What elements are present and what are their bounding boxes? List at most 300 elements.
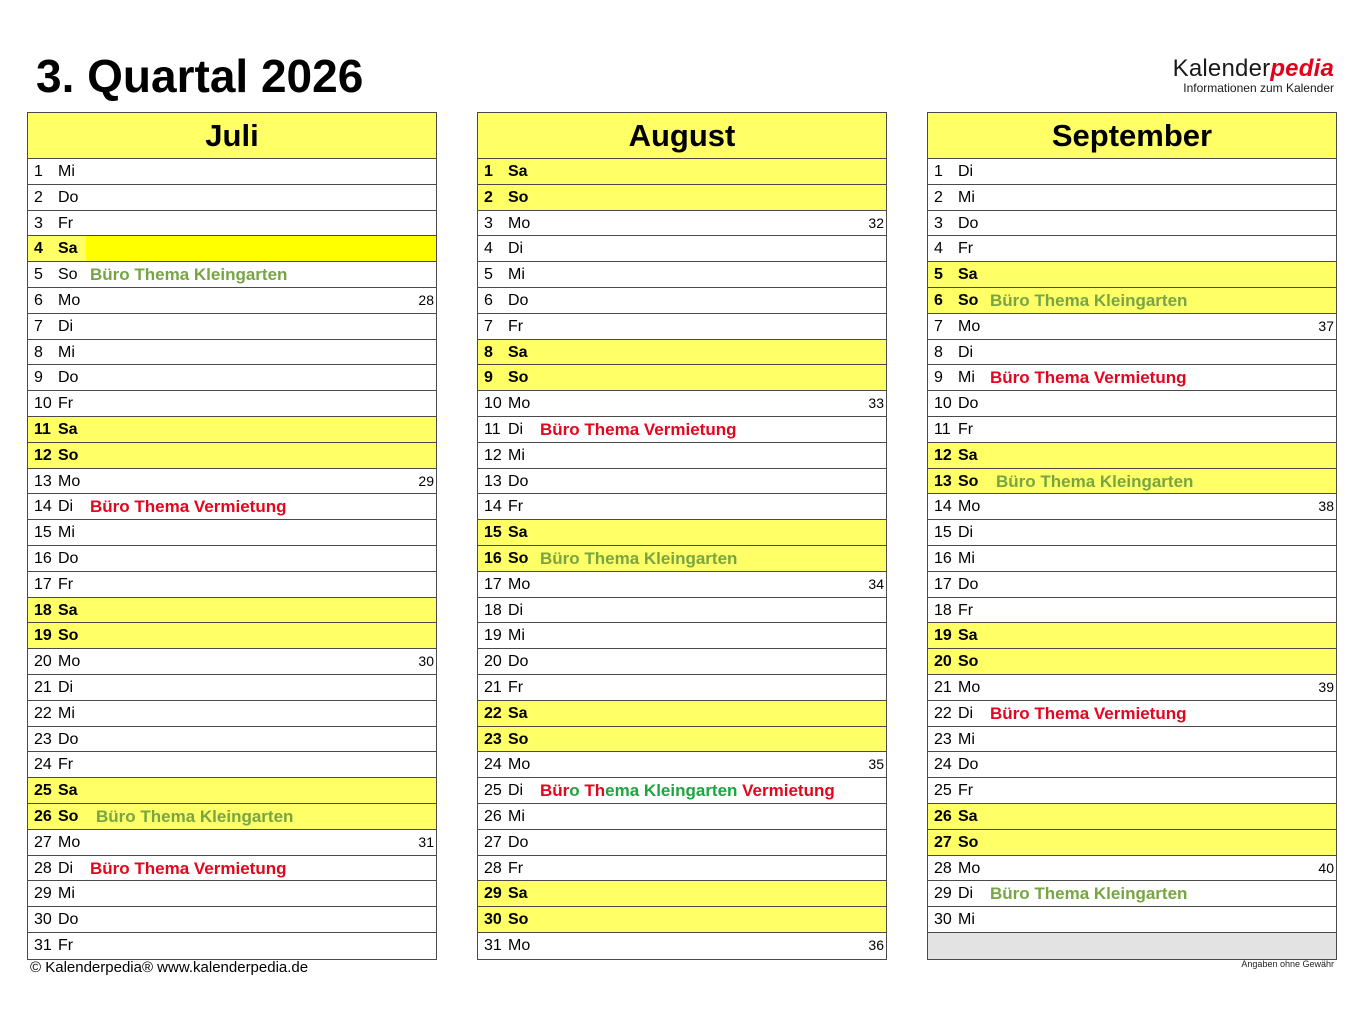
day-number: 13 — [484, 472, 502, 490]
day-row — [28, 443, 436, 469]
day-row — [28, 211, 436, 237]
day-number: 12 — [34, 446, 52, 464]
day-row — [478, 727, 886, 753]
weekday-label: Mi — [58, 704, 75, 722]
day-number: 26 — [34, 807, 52, 825]
weekday-label: So — [508, 730, 529, 748]
weekday-label: Mi — [58, 343, 75, 361]
day-row — [28, 236, 436, 262]
weekday-label: Di — [58, 317, 74, 335]
day-row — [28, 701, 436, 727]
weekday-label: Fr — [508, 498, 524, 516]
weekday-label: Sa — [508, 704, 528, 722]
day-row — [28, 752, 436, 778]
day-number: 8 — [484, 343, 493, 361]
day-row — [28, 572, 436, 598]
day-number: 23 — [934, 730, 952, 748]
month-header: September — [928, 113, 1336, 159]
event-label: Büro Thema Vermietung — [990, 703, 1187, 723]
day-row — [478, 469, 886, 495]
day-row — [28, 649, 436, 675]
weekday-label: Mi — [958, 369, 975, 387]
day-number: 26 — [934, 807, 952, 825]
weekday-label: Sa — [58, 782, 78, 800]
day-list — [928, 159, 1336, 959]
event-label: Büro Thema Vermietung — [90, 497, 287, 517]
weekday-label: Fr — [958, 782, 974, 800]
weekday-label: Mi — [958, 730, 975, 748]
month-july — [27, 112, 437, 960]
day-row — [28, 417, 436, 443]
day-number: 7 — [34, 317, 43, 335]
weekday-label: Do — [58, 911, 79, 929]
weekday-label: So — [58, 807, 79, 825]
day-number: 5 — [484, 266, 493, 284]
weekday-label: Sa — [508, 343, 528, 361]
day-row — [928, 236, 1336, 262]
day-list — [28, 159, 436, 959]
day-row — [478, 856, 886, 882]
weekday-label: Fr — [508, 859, 524, 877]
day-list — [478, 159, 886, 959]
day-number: 19 — [934, 627, 952, 645]
month-header: Juli — [28, 113, 436, 159]
weekday-label: Mo — [508, 575, 531, 593]
day-row — [478, 365, 886, 391]
day-row — [478, 830, 886, 856]
week-number: 40 — [1318, 859, 1334, 876]
day-number: 20 — [934, 653, 952, 671]
day-row — [28, 778, 436, 804]
weekday-label: Do — [58, 188, 79, 206]
day-row — [28, 546, 436, 572]
day-number: 5 — [934, 266, 943, 284]
day-number: 6 — [34, 291, 43, 309]
day-number: 10 — [34, 395, 52, 413]
weekday-label: Mi — [508, 807, 525, 825]
day-row — [28, 856, 436, 882]
week-number: 34 — [868, 575, 884, 592]
weekday-label: So — [958, 833, 979, 851]
weekday-label: Mi — [958, 549, 975, 567]
day-number: 2 — [484, 188, 493, 206]
day-number: 25 — [484, 782, 502, 800]
day-row — [928, 649, 1336, 675]
day-number: 21 — [484, 678, 502, 696]
day-number: 1 — [934, 163, 943, 180]
weekday-label: Fr — [58, 395, 74, 413]
day-row — [478, 391, 886, 417]
page-title: 3. Quartal 2026 — [36, 50, 364, 102]
day-number: 27 — [34, 833, 52, 851]
day-row — [928, 494, 1336, 520]
day-row — [28, 804, 436, 830]
day-row — [28, 830, 436, 856]
weekday-label: So — [958, 291, 979, 309]
weekday-label: Di — [58, 678, 74, 696]
weekday-label: Fr — [508, 678, 524, 696]
day-number: 16 — [934, 549, 952, 567]
day-number: 9 — [34, 369, 43, 387]
day-number: 16 — [484, 549, 502, 567]
day-row — [928, 598, 1336, 624]
day-number: 14 — [484, 498, 502, 516]
weekday-label: Mi — [58, 163, 75, 180]
day-number: 3 — [934, 214, 943, 232]
day-row — [928, 701, 1336, 727]
day-number: 14 — [34, 498, 52, 516]
day-number: 9 — [934, 369, 943, 387]
day-row — [28, 262, 436, 288]
weekday-label: Fr — [958, 240, 974, 258]
day-row — [478, 778, 886, 804]
day-number: 21 — [34, 678, 52, 696]
day-number: 19 — [34, 627, 52, 645]
day-number: 28 — [934, 859, 952, 877]
weekday-label: Mi — [508, 266, 525, 284]
day-number: 31 — [484, 936, 502, 954]
day-row — [478, 907, 886, 933]
weekday-label: Di — [958, 524, 974, 542]
day-number: 15 — [34, 524, 52, 542]
day-number: 18 — [934, 601, 952, 619]
day-number: 4 — [484, 240, 493, 258]
event-segment: Vermietung — [737, 781, 835, 801]
weekday-label: Di — [508, 240, 524, 258]
week-number: 30 — [418, 653, 434, 670]
weekday-label: So — [508, 369, 529, 387]
weekday-label: So — [58, 446, 79, 464]
day-row — [928, 778, 1336, 804]
day-number: 25 — [34, 782, 52, 800]
day-row — [928, 469, 1336, 495]
day-number: 27 — [934, 833, 952, 851]
day-number: 17 — [934, 575, 952, 593]
weekday-label: Mi — [58, 524, 75, 542]
day-number: 18 — [34, 601, 52, 619]
weekday-label: Mo — [508, 756, 531, 774]
day-row — [928, 417, 1336, 443]
weekday-label: Fr — [58, 575, 74, 593]
day-number: 14 — [934, 498, 952, 516]
event-label: Büro Thema Kleingarten — [90, 265, 288, 285]
weekday-label: Mo — [58, 653, 81, 671]
day-row — [928, 675, 1336, 701]
weekday-label: Mo — [508, 214, 531, 232]
weekday-label: Sa — [58, 240, 78, 258]
day-number: 25 — [934, 782, 952, 800]
day-number: 12 — [484, 446, 502, 464]
week-number: 36 — [868, 936, 884, 953]
day-number: 30 — [34, 911, 52, 929]
day-number: 29 — [484, 885, 502, 903]
day-number: 2 — [34, 188, 43, 206]
day-number: 8 — [34, 343, 43, 361]
weekday-label: Di — [958, 885, 974, 903]
day-number: 2 — [934, 188, 943, 206]
week-number: 35 — [868, 756, 884, 773]
weekday-label: Di — [508, 601, 524, 619]
weekday-label: Di — [958, 704, 974, 722]
event-segment: ema Kleingarten — [605, 781, 738, 801]
day-number: 3 — [484, 214, 493, 232]
day-row — [28, 598, 436, 624]
day-number: 6 — [934, 291, 943, 309]
day-row — [478, 933, 886, 959]
day-row — [928, 314, 1336, 340]
day-row — [478, 675, 886, 701]
brand-name-main: Kalender — [1172, 55, 1271, 82]
day-row — [28, 185, 436, 211]
day-number: 29 — [34, 885, 52, 903]
weekday-label: Di — [958, 163, 974, 180]
day-row — [28, 288, 436, 314]
day-number: 11 — [484, 420, 501, 438]
day-number: 15 — [934, 524, 952, 542]
day-number: 20 — [34, 653, 52, 671]
day-row — [928, 159, 1336, 185]
day-number: 4 — [934, 240, 943, 258]
weekday-label: Fr — [58, 756, 74, 774]
weekday-label: Sa — [58, 420, 78, 438]
event-label: Büro Thema Kleingarten — [990, 884, 1188, 904]
weekday-label: Fr — [958, 420, 974, 438]
month-september — [927, 112, 1337, 960]
day-number: 31 — [34, 936, 52, 954]
weekday-label: Di — [58, 859, 74, 877]
week-number: 38 — [1318, 498, 1334, 515]
day-row — [28, 623, 436, 649]
day-row — [478, 159, 886, 185]
weekday-label: Do — [58, 549, 79, 567]
day-number: 1 — [34, 163, 43, 180]
copyright-footer: © Kalenderpedia® www.kalenderpedia.de — [30, 959, 309, 976]
day-number: 6 — [484, 291, 493, 309]
day-row — [928, 804, 1336, 830]
day-row — [928, 856, 1336, 882]
day-row — [928, 623, 1336, 649]
weekday-label: Sa — [508, 163, 528, 180]
weekday-label: Sa — [508, 885, 528, 903]
day-row — [928, 830, 1336, 856]
day-row — [478, 494, 886, 520]
day-number: 28 — [34, 859, 52, 877]
weekday-label: So — [958, 653, 979, 671]
day-number: 9 — [484, 369, 493, 387]
day-number: 22 — [34, 704, 52, 722]
month-august — [477, 112, 887, 960]
day-number: 24 — [484, 756, 502, 774]
day-row — [478, 752, 886, 778]
weekday-label: Di — [58, 498, 74, 516]
day-number: 11 — [34, 420, 51, 438]
weekday-label: Sa — [958, 266, 978, 284]
day-number: 18 — [484, 601, 502, 619]
day-row — [928, 262, 1336, 288]
month-header: August — [478, 113, 886, 159]
weekday-label: Fr — [508, 317, 524, 335]
day-number: 10 — [934, 395, 952, 413]
day-row — [478, 236, 886, 262]
weekday-label: Mi — [508, 446, 525, 464]
day-number: 19 — [484, 627, 502, 645]
day-row — [28, 340, 436, 366]
weekday-label: Mo — [58, 472, 81, 490]
day-row — [478, 701, 886, 727]
day-number: 22 — [934, 704, 952, 722]
weekday-label: So — [958, 472, 979, 490]
day-row — [478, 288, 886, 314]
empty-day-row — [928, 933, 1336, 959]
day-row — [478, 185, 886, 211]
day-number: 26 — [484, 807, 502, 825]
weekday-label: Di — [958, 343, 974, 361]
day-row — [928, 520, 1336, 546]
day-row — [478, 598, 886, 624]
weekday-label: Fr — [58, 936, 74, 954]
event-label: Büro Thema Kleingarten — [996, 471, 1194, 491]
day-number: 23 — [484, 730, 502, 748]
day-row — [28, 520, 436, 546]
day-number: 16 — [34, 549, 52, 567]
weekday-label: Sa — [958, 446, 978, 464]
day-number: 22 — [484, 704, 502, 722]
day-number: 10 — [484, 395, 502, 413]
weekday-label: Mi — [958, 188, 975, 206]
day-number: 29 — [934, 885, 952, 903]
weekday-label: Do — [508, 291, 529, 309]
event-segment: Th — [579, 781, 606, 801]
weekday-label: Do — [58, 369, 79, 387]
brand-logo[interactable] — [1173, 56, 1334, 95]
day-row — [478, 649, 886, 675]
day-row — [478, 546, 886, 572]
week-number: 39 — [1318, 678, 1334, 695]
day-row — [928, 185, 1336, 211]
event-segment: Bür — [540, 781, 570, 801]
weekday-label: Do — [58, 730, 79, 748]
weekday-label: Mi — [958, 911, 975, 929]
weekday-label: Do — [958, 575, 979, 593]
day-number: 5 — [34, 266, 43, 284]
day-number: 30 — [484, 911, 502, 929]
day-row — [28, 365, 436, 391]
day-number: 7 — [484, 317, 493, 335]
day-number: 17 — [34, 575, 52, 593]
day-number: 3 — [34, 214, 43, 232]
weekday-label: Mo — [958, 859, 981, 877]
event-label: Büro Thema Vermietung — [990, 368, 1187, 388]
weekday-label: Sa — [508, 524, 528, 542]
day-row — [28, 494, 436, 520]
weekday-label: So — [58, 266, 78, 284]
day-row — [928, 340, 1336, 366]
day-number: 27 — [484, 833, 502, 851]
day-number: 21 — [934, 678, 952, 696]
day-number: 7 — [934, 317, 943, 335]
highlight-fill — [86, 236, 436, 261]
day-number: 23 — [34, 730, 52, 748]
weekday-label: Do — [508, 833, 529, 851]
day-row — [928, 365, 1336, 391]
day-row — [928, 391, 1336, 417]
week-number: 29 — [418, 472, 434, 489]
weekday-label: So — [508, 911, 529, 929]
week-number: 32 — [868, 214, 884, 231]
day-number: 24 — [934, 756, 952, 774]
weekday-label: Mo — [508, 936, 531, 954]
weekday-label: Di — [508, 420, 524, 438]
brand-subtitle: Informationen zum Kalender — [1183, 81, 1334, 95]
weekday-label: Di — [508, 782, 524, 800]
day-row — [478, 572, 886, 598]
day-row — [928, 881, 1336, 907]
week-number: 28 — [418, 291, 434, 308]
day-row — [478, 417, 886, 443]
weekday-label: Do — [508, 472, 529, 490]
weekday-label: Fr — [58, 214, 74, 232]
day-number: 11 — [934, 420, 951, 438]
day-row — [928, 572, 1336, 598]
day-row — [28, 314, 436, 340]
week-number: 37 — [1318, 317, 1334, 334]
weekday-label: So — [508, 549, 529, 567]
weekday-label: Mo — [58, 833, 81, 851]
week-number: 31 — [418, 833, 434, 850]
day-number: 13 — [934, 472, 952, 490]
event-label: Büro Thema Kleingarten — [540, 548, 738, 568]
weekday-label: Mo — [508, 395, 531, 413]
day-row — [28, 727, 436, 753]
day-row — [28, 933, 436, 959]
day-row — [478, 314, 886, 340]
weekday-label: Mi — [508, 627, 525, 645]
weekday-label: Do — [958, 756, 979, 774]
brand-name — [1173, 56, 1334, 82]
weekday-label: Sa — [58, 601, 78, 619]
day-number: 4 — [34, 240, 43, 258]
weekday-label: Do — [958, 214, 979, 232]
weekday-label: So — [508, 188, 529, 206]
day-row — [28, 881, 436, 907]
day-number: 15 — [484, 524, 502, 542]
weekday-label: Do — [508, 653, 529, 671]
day-number: 17 — [484, 575, 502, 593]
weekday-label: Mo — [958, 498, 981, 516]
day-row — [928, 727, 1336, 753]
event-label: Büro Thema Kleingarten — [990, 290, 1188, 310]
event-label — [540, 778, 835, 803]
day-row — [28, 391, 436, 417]
disclaimer-footer: Angaben ohne Gewähr — [1241, 959, 1334, 969]
day-row — [28, 159, 436, 185]
day-row — [478, 340, 886, 366]
weekday-label: Do — [958, 395, 979, 413]
weekday-label: Mo — [958, 678, 981, 696]
weekday-label: So — [58, 627, 79, 645]
day-row — [28, 469, 436, 495]
weekday-label: Mo — [58, 291, 81, 309]
day-number: 1 — [484, 163, 493, 180]
day-row — [928, 752, 1336, 778]
day-row — [28, 675, 436, 701]
weekday-label: Mo — [958, 317, 981, 335]
event-segment: o — [569, 781, 580, 801]
week-number: 33 — [868, 395, 884, 412]
day-row — [478, 881, 886, 907]
brand-name-accent: pedia — [1270, 55, 1334, 82]
day-row — [478, 262, 886, 288]
